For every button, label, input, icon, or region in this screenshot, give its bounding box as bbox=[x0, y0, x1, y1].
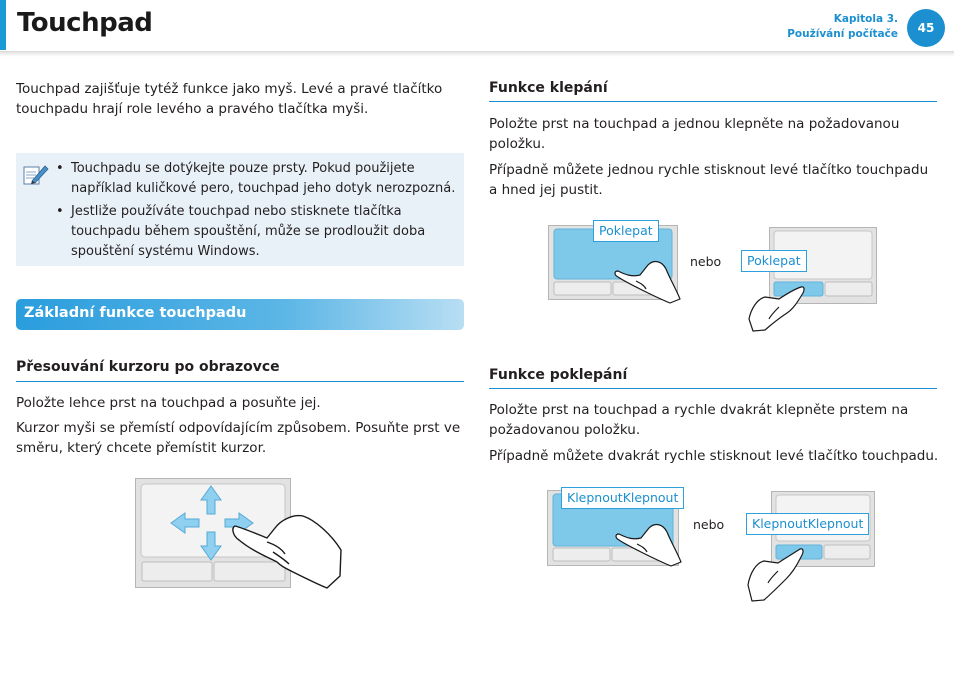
touchpad-move-illustration bbox=[135, 478, 345, 594]
double-tap-callout-right: KlepnoutKlepnout bbox=[746, 513, 869, 535]
subsection-heading-tap: Funkce klepání bbox=[489, 80, 608, 96]
double-tap-paragraph-2: Případně můžete dvakrát rychle stisknout levé tlačítko touchpadu. bbox=[489, 448, 939, 464]
tap-callout-left: Poklepat bbox=[593, 220, 659, 242]
tap-button-illustration bbox=[743, 227, 878, 336]
bullet-dot: • bbox=[56, 161, 64, 176]
double-tap-paragraph-1 bbox=[489, 400, 908, 440]
chapter-title: Používání počítače bbox=[787, 28, 898, 40]
bullet-dot: • bbox=[56, 204, 64, 219]
intro-line: Touchpad zajišťuje tytéž funkce jako myš. Levé a pravé tlačítko bbox=[16, 81, 443, 97]
note-line: Jestliže používáte touchpad nebo stisknete tlačítka bbox=[71, 204, 402, 219]
or-label: nebo bbox=[690, 254, 722, 269]
tap-line: Případně můžete jednou rychle stisknout levé tlačítko touchpadu bbox=[489, 162, 929, 178]
section-title: Základní funkce touchpadu bbox=[24, 305, 247, 321]
tap-line: položku. bbox=[489, 136, 546, 152]
page-number-badge: 45 bbox=[907, 9, 945, 47]
page-title: Touchpad bbox=[17, 8, 153, 38]
header-divider bbox=[0, 51, 954, 57]
double-tap-callout-left: KlepnoutKlepnout bbox=[561, 487, 684, 509]
moving-line: směru, který chcete přemístit kurzor. bbox=[16, 440, 267, 456]
or-label: nebo bbox=[693, 517, 725, 532]
chapter-number: Kapitola 3. bbox=[833, 13, 898, 25]
moving-line: Kurzor myši se přemístí odpovídajícím způsobem. Posuňte prst ve bbox=[16, 420, 461, 436]
chapter-label bbox=[787, 12, 898, 42]
moving-paragraph-2 bbox=[16, 418, 460, 458]
note-bullet-item bbox=[56, 202, 425, 262]
note-line: spouštění systému Windows. bbox=[71, 244, 260, 259]
double-tap-line: požadovanou položku. bbox=[489, 422, 641, 438]
pencil-note-icon bbox=[22, 162, 50, 192]
note-line: například kuličkové pero, touchpad jeho dotyk nerozpozná. bbox=[71, 181, 456, 196]
tap-line: Položte prst na touchpad a jednou klepněte na požadovanou bbox=[489, 116, 900, 132]
note-bullet-item bbox=[56, 159, 455, 199]
title-accent-bar bbox=[0, 0, 6, 50]
moving-paragraph-1: Položte lehce prst na touchpad a posuňte jej. bbox=[16, 395, 321, 411]
tap-callout-right: Poklepat bbox=[741, 250, 807, 272]
subsection-heading-double-tap: Funkce poklepání bbox=[489, 367, 628, 383]
subsection-heading-moving: Přesouvání kurzoru po obrazovce bbox=[16, 359, 280, 375]
tap-paragraph-1 bbox=[489, 114, 899, 154]
double-tap-line: Položte prst na touchpad a rychle dvakrát klepněte prstem na bbox=[489, 402, 909, 418]
tap-paragraph-2 bbox=[489, 160, 928, 200]
note-line: Touchpadu se dotýkejte pouze prsty. Pokud použijete bbox=[71, 161, 415, 176]
tap-line: a hned jej pustit. bbox=[489, 182, 603, 198]
heading-underline bbox=[489, 101, 937, 102]
intro-line: touchpadu hrají role levého a pravého tlačítka myši. bbox=[16, 101, 369, 117]
intro-paragraph bbox=[16, 79, 442, 119]
note-line: touchpadu během spouštění, může se prodloužit doba bbox=[71, 224, 426, 239]
heading-underline bbox=[489, 388, 937, 389]
double-tap-button-illustration bbox=[742, 491, 877, 607]
heading-underline bbox=[16, 381, 464, 382]
